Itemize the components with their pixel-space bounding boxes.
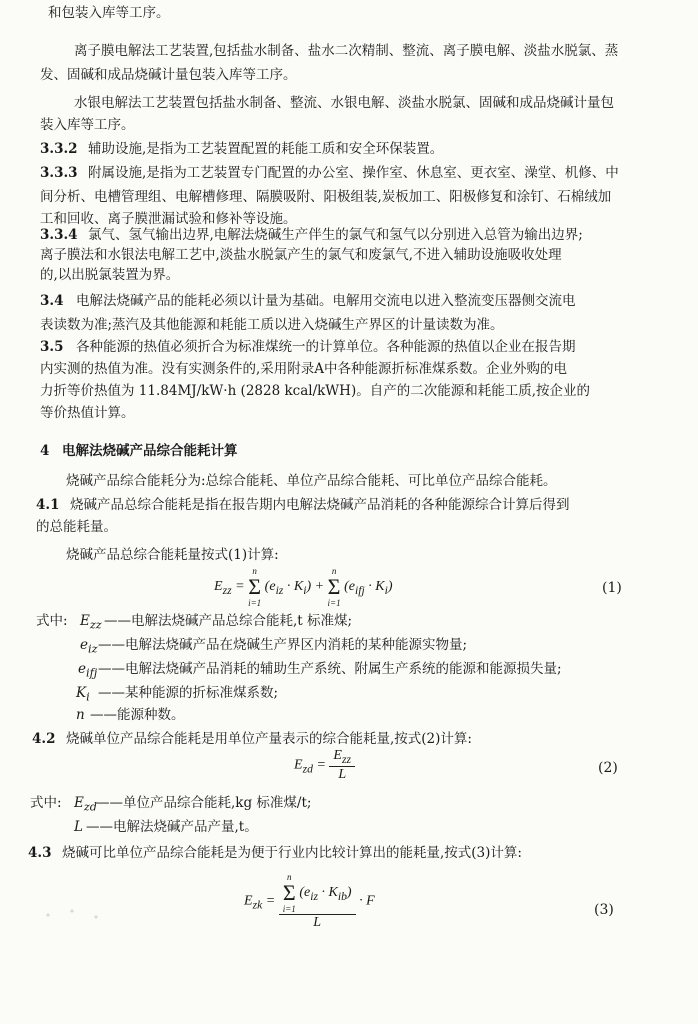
where-label: 式中: bbox=[36, 613, 68, 629]
paragraph-line: 水银电解法工艺装置包括盐水制备、整流、水银电解、淡盐水脱氯、固碱和成品烧碱计量包 bbox=[74, 95, 614, 111]
paragraph-line: 烧碱产品总综合能耗是指在报告期内电解法烧碱产品消耗的各种能源综合计算后得到 bbox=[70, 497, 570, 513]
definition: ——电解法烧碱产品消耗的辅助生产系统、附属生产系统的能源和能源损失量; bbox=[98, 661, 562, 677]
paragraph-line: 工和回收、离子膜泄漏试验和修补等设施。 bbox=[40, 211, 297, 227]
equation-number: (1) bbox=[602, 580, 622, 596]
symbol: L bbox=[74, 819, 83, 835]
symbol: $e_{iz}$ bbox=[80, 637, 98, 656]
paragraph-line: 烧碱产品总综合能耗量按式(1)计算: bbox=[66, 547, 279, 563]
paragraph-line: 间分析、电槽管理组、电解槽修理、隔膜吸附、阳极组装,炭板加工、阳极修复和涂钉、石棉绒加 bbox=[40, 189, 612, 205]
paragraph-line: 和包装入库等工序。 bbox=[48, 5, 170, 21]
paragraph-line: 离子膜法和水银法电解工艺中,淡盐水脱氯产生的氯气和废氯气,不进入辅助设施吸收处理 bbox=[40, 247, 562, 263]
section-number: 4 bbox=[40, 443, 50, 459]
paragraph-line: 的,以出脱氯装置为界。 bbox=[40, 267, 180, 283]
equation-number: (3) bbox=[594, 902, 614, 918]
equation-number: (2) bbox=[598, 760, 618, 776]
section-number: 3.3.3 bbox=[40, 165, 78, 181]
symbol: $E_{zd}$ bbox=[74, 795, 97, 814]
definition: ——单位产品综合能耗,kg 标准煤/t; bbox=[96, 795, 312, 811]
paragraph-line: 电解法烧碱产品的能耗必须以计量为基础。电解用交流电以进入整流变压器侧交流电 bbox=[76, 293, 576, 309]
paragraph-line: 附属设施,是指为工艺装置专门配置的办公室、操作室、休息室、更衣室、澡堂、机修、中 bbox=[88, 165, 619, 181]
paragraph-line: 氯气、氢气输出边界,电解法烧碱生产伴生的氯气和氢气以分别进入总管为输出边界; bbox=[88, 227, 583, 243]
paragraph-line: 等价热值计算。 bbox=[40, 405, 135, 421]
section-number: 3.3.2 bbox=[40, 141, 78, 157]
paragraph-line: 表读数为准;蒸汽及其他能源和耗能工质以进入烧碱生产界区的计量读数为准。 bbox=[40, 317, 504, 333]
equation-2: $E_{zd}$ = $\frac{E_{zz}}{L}$ bbox=[294, 748, 355, 783]
section-number: 3.4 bbox=[40, 293, 64, 309]
section-number: 4.1 bbox=[36, 497, 60, 513]
definition: ——电解法烧碱产品产量,t。 bbox=[86, 819, 258, 835]
equation-3: $E_{zk}$ = n Σ i=1 $(e_{iz} \cdot K_{ib})$ L · F bbox=[244, 872, 375, 930]
paragraph-line: 离子膜电解法工艺装置,包括盐水制备、盐水二次精制、整流、离子膜电解、淡盐水脱氯、蒸 bbox=[74, 43, 619, 59]
symbol: n bbox=[76, 707, 85, 723]
paragraph-line: 内实测的热值为准。没有实测条件的,采用附录A中各种能源折标准煤系数。企业外购的电 bbox=[40, 361, 568, 377]
paragraph-line: 发、固碱和成品烧碱计量包装入库等工序。 bbox=[40, 67, 297, 83]
section-number: 3.3.4 bbox=[40, 227, 78, 243]
symbol: $E_{zz}$ bbox=[80, 613, 102, 632]
definition: ——某种能源的折标准煤系数; bbox=[98, 685, 279, 701]
definition: ——能源种数。 bbox=[90, 707, 185, 723]
symbol: $K_i$ bbox=[76, 685, 90, 704]
definition: ——电解法烧碱产品总综合能耗,t 标准煤; bbox=[104, 613, 353, 629]
section-number: 4.3 bbox=[28, 845, 52, 861]
paragraph-line: 烧碱可比单位产品综合能耗是为便于行业内比较计算出的能耗量,按式(3)计算: bbox=[62, 845, 522, 861]
paragraph-line: 力折等价热值为 11.84MJ/kW·h (2828 kcal/kWH)。自产的二次能源和耗能工质,按企业的 bbox=[40, 383, 591, 399]
paragraph-line: 辅助设施,是指为工艺装置配置的耗能工质和安全环保装置。 bbox=[88, 141, 444, 157]
scan-speckle bbox=[40, 905, 120, 925]
section-number: 3.5 bbox=[40, 339, 64, 355]
symbol: $e_{ifj}$ bbox=[78, 661, 98, 680]
equation-1: $E_{zz}$ = n Σ i=1 $(e_{iz} \cdot K_i)$ + n Σ i=1 $(e_{ifj} \cdot K_i)$ bbox=[214, 566, 393, 608]
paragraph-line: 装入库等工序。 bbox=[40, 117, 135, 133]
paragraph-line: 各种能源的热值必须折合为标准煤统一的计算单位。各种能源的热值以企业在报告期 bbox=[76, 339, 576, 355]
paragraph-line: 烧碱产品综合能耗分为:总综合能耗、单位产品综合能耗、可比单位产品综合能耗。 bbox=[66, 473, 557, 489]
paragraph-line: 的总能耗量。 bbox=[36, 519, 117, 535]
definition: ——电解法烧碱产品在烧碱生产界区内消耗的某种能源实物量; bbox=[98, 637, 468, 653]
paragraph-line: 烧碱单位产品综合能耗是用单位产量表示的综合能耗量,按式(2)计算: bbox=[66, 731, 472, 747]
where-label: 式中: bbox=[30, 795, 62, 811]
section-number: 4.2 bbox=[32, 731, 56, 747]
section-heading: 电解法烧碱产品综合能耗计算 bbox=[62, 443, 238, 459]
